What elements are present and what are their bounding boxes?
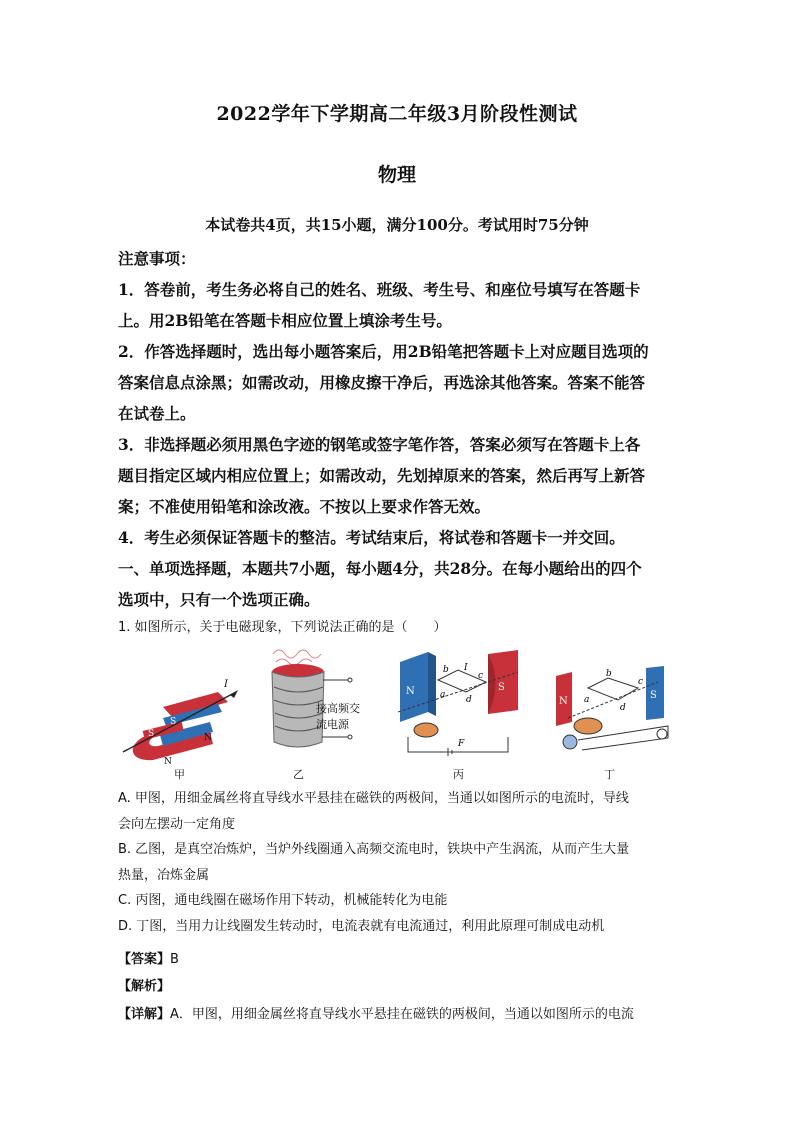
notice-line: 2．作答选择题时，选出每小题答案后，用2B铅笔把答题卡上对应题目选项的 <box>118 342 649 361</box>
caption-ding: 丁 <box>604 768 615 781</box>
option-a-cont: 会向左摆动一定角度 <box>118 816 236 832</box>
svg-text:N: N <box>204 733 212 743</box>
detail-label: 【详解】 <box>118 1007 171 1022</box>
figure-jia <box>118 652 248 767</box>
svg-text:S: S <box>650 690 657 701</box>
current-label: I <box>224 679 228 690</box>
notice-line: 1．答卷前，考生务必将自己的姓名、班级、考生号、和座位号填写在答题卡 <box>118 280 641 299</box>
analysis-label: 【解析】 <box>118 979 171 994</box>
caption-jia: 甲 <box>174 768 185 781</box>
figure-ding <box>548 652 678 767</box>
exam-info: 本试卷共4页，共15小题，满分100分。考试用时75分钟 <box>205 216 589 234</box>
analysis-line <box>118 975 170 994</box>
answer-label: 【答案】 <box>118 952 171 967</box>
notice-line: 上。用2B铅笔在答题卡相应位置上填涂考生号。 <box>118 311 452 330</box>
furnace-text: 接高频交 <box>316 702 360 715</box>
detail-text: A．甲图，用细金属丝将直导线水平悬挂在磁铁的两极间，当通以如图所示的电流 <box>170 1007 634 1022</box>
caption-bing: 丙 <box>453 768 464 781</box>
notice-line: 4．考生必须保证答题卡的整洁。考试结束后，将试卷和答题卡一并交回。 <box>118 528 625 547</box>
figure-row <box>118 642 678 782</box>
option-b-cont: 热量，冶炼金属 <box>118 867 210 883</box>
svg-text:d: d <box>620 703 626 713</box>
notice-line: 题目指定区域内相应位置上；如需改动，先划掉原来的答案，然后再写上新答 <box>118 466 646 485</box>
svg-text:N: N <box>406 686 415 697</box>
svg-text:S: S <box>148 729 155 739</box>
svg-text:N: N <box>164 757 172 767</box>
notice-section <box>118 243 678 615</box>
svg-text:c: c <box>638 677 644 687</box>
answer-line <box>118 948 179 967</box>
svg-text:b: b <box>606 669 612 679</box>
notice-line: 在试卷上。 <box>118 404 196 423</box>
svg-text:d: d <box>466 695 472 705</box>
svg-text:S: S <box>170 717 177 727</box>
answer-value: B <box>170 952 179 967</box>
svg-text:c: c <box>478 671 484 681</box>
option-b: B. 乙图，是真空冶炼炉，当炉外线圈通入高频交流电时，铁块中产生涡流，从而产生大量 <box>118 842 630 857</box>
furnace-text: 流电源 <box>316 718 349 731</box>
svg-text:S: S <box>498 682 505 693</box>
options <box>118 786 678 939</box>
option-d: D. 丁图，当用力让线圈发生转动时，电流表就有电流通过，利用此原理可制成电动机 <box>118 918 605 934</box>
svg-text:a: a <box>584 695 590 705</box>
option-a: A. 甲图，用细金属丝将直导线水平悬挂在磁铁的两极间，当通以如图所示的电流时，导线 <box>118 791 629 806</box>
option-c: C. 丙图，通电线圈在磁场作用下转动，机械能转化为电能 <box>118 893 448 908</box>
exam-title: 2022学年下学期高二年级3月阶段性测试 <box>216 103 578 125</box>
svg-text:I: I <box>464 663 468 673</box>
figure-bing <box>388 642 528 767</box>
notice-line: 答案信息点涂黑；如需改动，用橡皮擦干净后，再选涂其他答案。答案不能答 <box>118 373 646 392</box>
notice-line: 案；不准使用铅笔和涂改液。不按以上要求作答无效。 <box>118 497 491 516</box>
section-heading: 选项中，只有一个选项正确。 <box>118 590 320 609</box>
svg-text:a: a <box>440 690 446 700</box>
notice-line: 3．非选择题必须用黑色字迹的钢笔或签字笔作答，答案必须写在答题卡上各 <box>118 435 641 454</box>
caption-yi: 乙 <box>293 768 304 781</box>
notice-line: 注意事项： <box>118 249 196 268</box>
svg-text:b: b <box>443 665 449 675</box>
exam-subject: 物理 <box>377 164 416 186</box>
detail-line <box>118 1003 634 1022</box>
section-heading: 一、单项选择题，本题共7小题，每小题4分，共28分。在每小题给出的四个 <box>118 559 642 578</box>
svg-text:N: N <box>559 696 568 707</box>
svg-text:F: F <box>458 739 465 749</box>
question-stem: 1. 如图所示，关于电磁现象，下列说法正确的是（ ） <box>118 620 447 635</box>
